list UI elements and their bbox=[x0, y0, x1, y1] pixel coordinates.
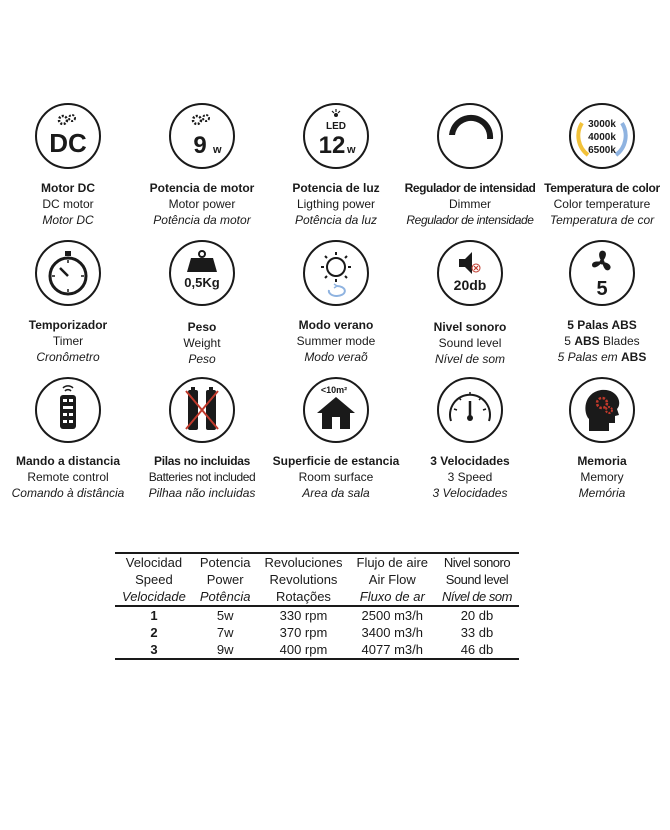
dc-motor-icon bbox=[35, 103, 101, 169]
feature-english: Room surface bbox=[298, 470, 374, 484]
table-header-es bbox=[115, 553, 519, 571]
col-speed-pt: Velocidade bbox=[115, 588, 193, 606]
feature-english: Weight bbox=[183, 336, 221, 350]
svg-text:5: 5 bbox=[596, 278, 608, 300]
feature-portuguese: Potência da luz bbox=[294, 213, 378, 227]
cell-revolutions: 370 rpm bbox=[279, 625, 328, 640]
cell-airflow: 3400 m3/h bbox=[361, 625, 423, 640]
feature-portuguese: Potência da motor bbox=[153, 213, 251, 227]
dimmer-icon bbox=[437, 103, 503, 169]
table-row bbox=[115, 641, 519, 659]
fan-blades-icon bbox=[569, 240, 635, 306]
batteries-not-included-icon bbox=[169, 377, 235, 443]
svg-text:6500k: 6500k bbox=[588, 145, 616, 156]
cell-airflow: 4077 m3/h bbox=[350, 641, 436, 659]
feature-english: Timer bbox=[52, 334, 84, 348]
feature-english: Dimmer bbox=[449, 197, 491, 211]
feature-portuguese: Cronômetro bbox=[36, 350, 100, 364]
col-speed-es: Velocidad bbox=[115, 553, 193, 571]
col-power-pt: Potência bbox=[193, 588, 258, 606]
svg-text:12: 12 bbox=[318, 132, 346, 159]
feature-portuguese: Temperatura de cor bbox=[549, 213, 655, 227]
sound-level-icon bbox=[437, 240, 503, 306]
light-power-icon bbox=[303, 103, 369, 169]
feature-english: Batteries not included bbox=[148, 470, 256, 484]
feature-english: Motor power bbox=[168, 197, 236, 211]
svg-text:w: w bbox=[347, 144, 356, 156]
svg-text:20db: 20db bbox=[453, 277, 487, 293]
col-revolutions-es: Revoluciones bbox=[257, 553, 349, 571]
memory-icon bbox=[569, 377, 635, 443]
col-airflow-en: Air Flow bbox=[368, 572, 416, 587]
cell-speed: 1 bbox=[150, 608, 158, 623]
speed-gauge-icon bbox=[437, 377, 503, 443]
feature-english: Remote control bbox=[27, 470, 109, 484]
cell-sound: 33 db bbox=[460, 625, 494, 640]
color-temperature-icon bbox=[569, 103, 635, 169]
feature-portuguese: Motor DC bbox=[42, 213, 94, 227]
weight-icon bbox=[169, 240, 235, 306]
cell-revolutions: 400 rpm bbox=[257, 641, 349, 659]
svg-text:4000k: 4000k bbox=[588, 132, 616, 143]
summer-mode-icon bbox=[303, 240, 369, 306]
room-surface-icon bbox=[303, 377, 369, 443]
feature-title: Temperatura de color bbox=[544, 181, 660, 195]
table-header-en bbox=[115, 571, 519, 588]
col-airflow-pt: Fluxo de ar bbox=[350, 588, 436, 606]
cell-sound: 46 db bbox=[435, 641, 519, 659]
feature-portuguese: 5 Palas em ABS bbox=[557, 350, 647, 364]
feature-portuguese: Comando à distância bbox=[11, 486, 125, 500]
feature-portuguese: Nível de som bbox=[434, 352, 506, 366]
svg-text:0,5Kg: 0,5Kg bbox=[184, 275, 220, 290]
cell-speed: 2 bbox=[150, 625, 158, 640]
feature-english: Color temperature bbox=[553, 197, 651, 211]
feature-english: Ligthing power bbox=[296, 197, 376, 211]
feature-title: Motor DC bbox=[41, 181, 95, 195]
svg-text:w: w bbox=[213, 144, 222, 156]
col-sound-en: Sound level bbox=[445, 572, 509, 587]
feature-title: Mando a distancia bbox=[15, 454, 121, 468]
col-power-es: Potencia bbox=[193, 553, 258, 571]
col-speed-en: Speed bbox=[135, 572, 173, 587]
svg-text:LED: LED bbox=[326, 121, 346, 132]
feature-title: Potencia de luz bbox=[292, 181, 380, 195]
feature-title: Modo verano bbox=[298, 318, 374, 332]
feature-title: Pilas no incluidas bbox=[154, 454, 250, 468]
cell-power: 5w bbox=[216, 608, 234, 623]
col-revolutions-pt: Rotações bbox=[257, 588, 349, 606]
cell-sound: 20 db bbox=[460, 608, 494, 623]
remote-control-icon bbox=[35, 377, 101, 443]
feature-title: Superficie de estancia bbox=[272, 454, 400, 468]
feature-title: 5 Palas ABS bbox=[567, 318, 637, 332]
svg-text:DC: DC bbox=[49, 128, 87, 158]
feature-portuguese: Peso bbox=[188, 352, 216, 366]
feature-english: Memory bbox=[580, 470, 624, 484]
svg-text:9: 9 bbox=[193, 132, 207, 159]
col-revolutions-en: Revolutions bbox=[269, 572, 338, 587]
svg-text:3000k: 3000k bbox=[588, 119, 616, 130]
feature-title: Temporizador bbox=[28, 318, 108, 332]
svg-text:<10m²: <10m² bbox=[320, 385, 348, 395]
cell-airflow: 2500 m3/h bbox=[361, 608, 423, 623]
feature-portuguese: Memória bbox=[578, 486, 626, 500]
col-sound-pt: Nível de som bbox=[435, 588, 519, 606]
motor-power-icon bbox=[169, 103, 235, 169]
feature-title: Nivel sonoro bbox=[433, 320, 507, 334]
timer-icon bbox=[35, 240, 101, 306]
feature-title: Memoria bbox=[577, 454, 627, 468]
feature-english: DC motor bbox=[42, 197, 94, 211]
feature-english: 5 ABS Blades bbox=[564, 334, 640, 348]
table-header-pt bbox=[115, 588, 519, 606]
feature-title: Peso bbox=[187, 320, 217, 334]
feature-portuguese: Modo veraõ bbox=[304, 350, 368, 364]
feature-title: Potencia de motor bbox=[149, 181, 255, 195]
cell-power: 9w bbox=[193, 641, 258, 659]
cell-power: 7w bbox=[216, 625, 234, 640]
feature-portuguese: Area da sala bbox=[302, 486, 370, 500]
feature-portuguese: 3 Velocidades bbox=[432, 486, 508, 500]
feature-portuguese: Regulador de intensidade bbox=[406, 213, 534, 227]
col-sound-es: Nivel sonoro bbox=[435, 553, 519, 571]
col-power-en: Power bbox=[206, 572, 244, 587]
feature-portuguese: Pilhaa não incluidas bbox=[148, 486, 256, 500]
cell-revolutions: 330 rpm bbox=[279, 608, 328, 623]
feature-title: Regulador de intensidad bbox=[404, 181, 536, 195]
feature-title: 3 Velocidades bbox=[430, 454, 510, 468]
feature-english: Sound level bbox=[438, 336, 502, 350]
table-row bbox=[115, 606, 519, 624]
feature-english: 3 Speed bbox=[447, 470, 493, 484]
speed-spec-table bbox=[115, 552, 519, 660]
table-row bbox=[115, 624, 519, 641]
cell-speed: 3 bbox=[115, 641, 193, 659]
col-airflow-es: Flujo de aire bbox=[350, 553, 436, 571]
feature-english: Summer mode bbox=[296, 334, 376, 348]
